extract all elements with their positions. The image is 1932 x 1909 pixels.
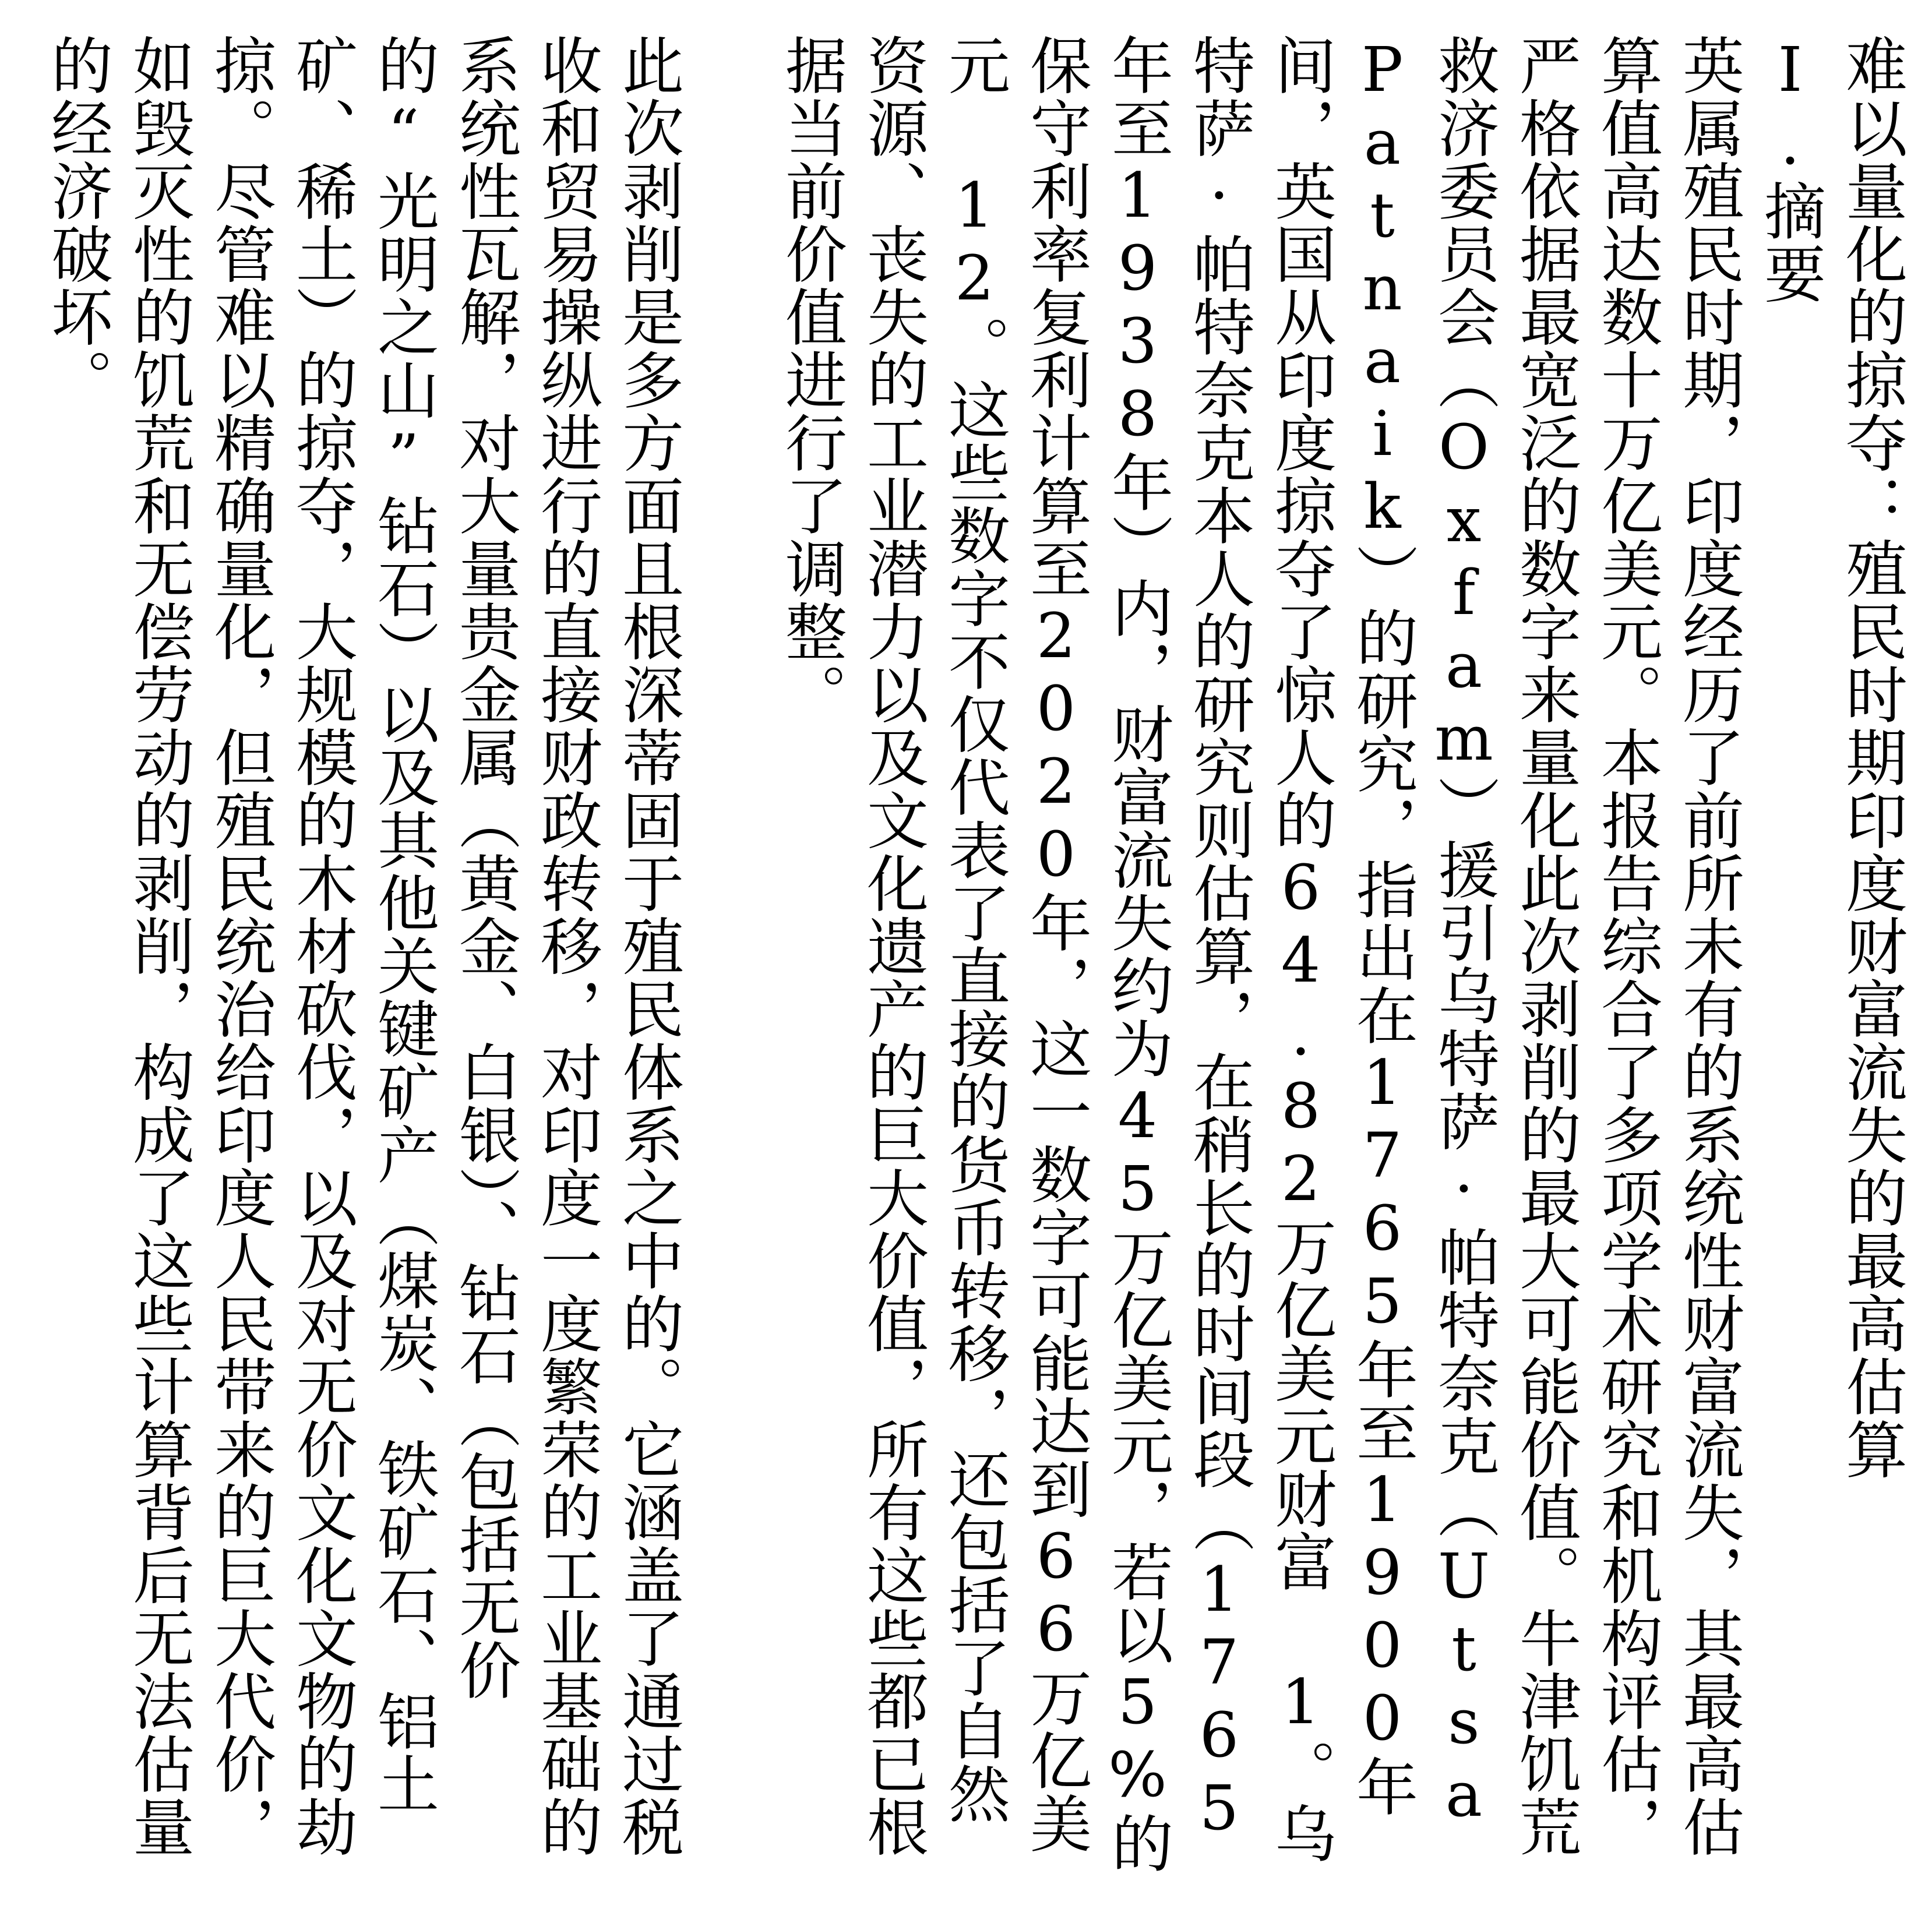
- document-title: 难以量化的掠夺：殖民时期印度财富流失的最高估算: [1836, 34, 1908, 1481]
- section-number: I.: [1754, 34, 1826, 179]
- document-page: [36, 34, 1912, 1875]
- paragraph-exploitation: 此次剥削是多方面且根深蒂固于殖民体系之中的。它涵盖了通过税收和贸易操纵进行的直接财政转移，对印度一度繁荣的工业基础的系统性瓦解，对大量贵金属（黄金、白银）、钻石（包括无价的“光明之山”钻石）以及其他关键矿产（煤炭、铁矿石、铝土矿、稀土）的掠夺，大规模的木材砍伐，以及对无价文化文物的劫掠。尽管难以精确量化，但殖民统治给印度人民带来的巨大代价，如毁灭性的饥荒和无偿劳动的剥削，构成了这些计算背后无法估量的经济破坏。: [41, 34, 684, 1858]
- section-heading: [1749, 34, 1831, 1875]
- paragraph-summary: 英属殖民时期，印度经历了前所未有的系统性财富流失，其最高估算值高达数十万亿美元。本报告综合了多项学术研究和机构评估，严格依据最宽泛的数字来量化此次剥削的最大可能价值。牛津饥荒救济委员会（Oxfam）援引乌特萨·帕特奈克（Utsa Patnaik）的研究，指出在1765年至1900年间，英国从印度掠夺了惊人的64.82万亿美元财富 1。乌特萨·帕特奈克本人的研究则估算，在稍长的时间段（1765年至1938年）内，财富流失约为45万亿美元，若以5%的保守利率复利计算至2020年，这一数字可能达到66万亿美元 12。这些数字不仅代表了直接的货币转移，还包括了自然资源、丧失的工业潜力以及文化遗产的巨大价值，所有这些都已根据当前价值进行了调整。: [775, 34, 1744, 1875]
- section-heading-text: 摘要: [1754, 179, 1826, 305]
